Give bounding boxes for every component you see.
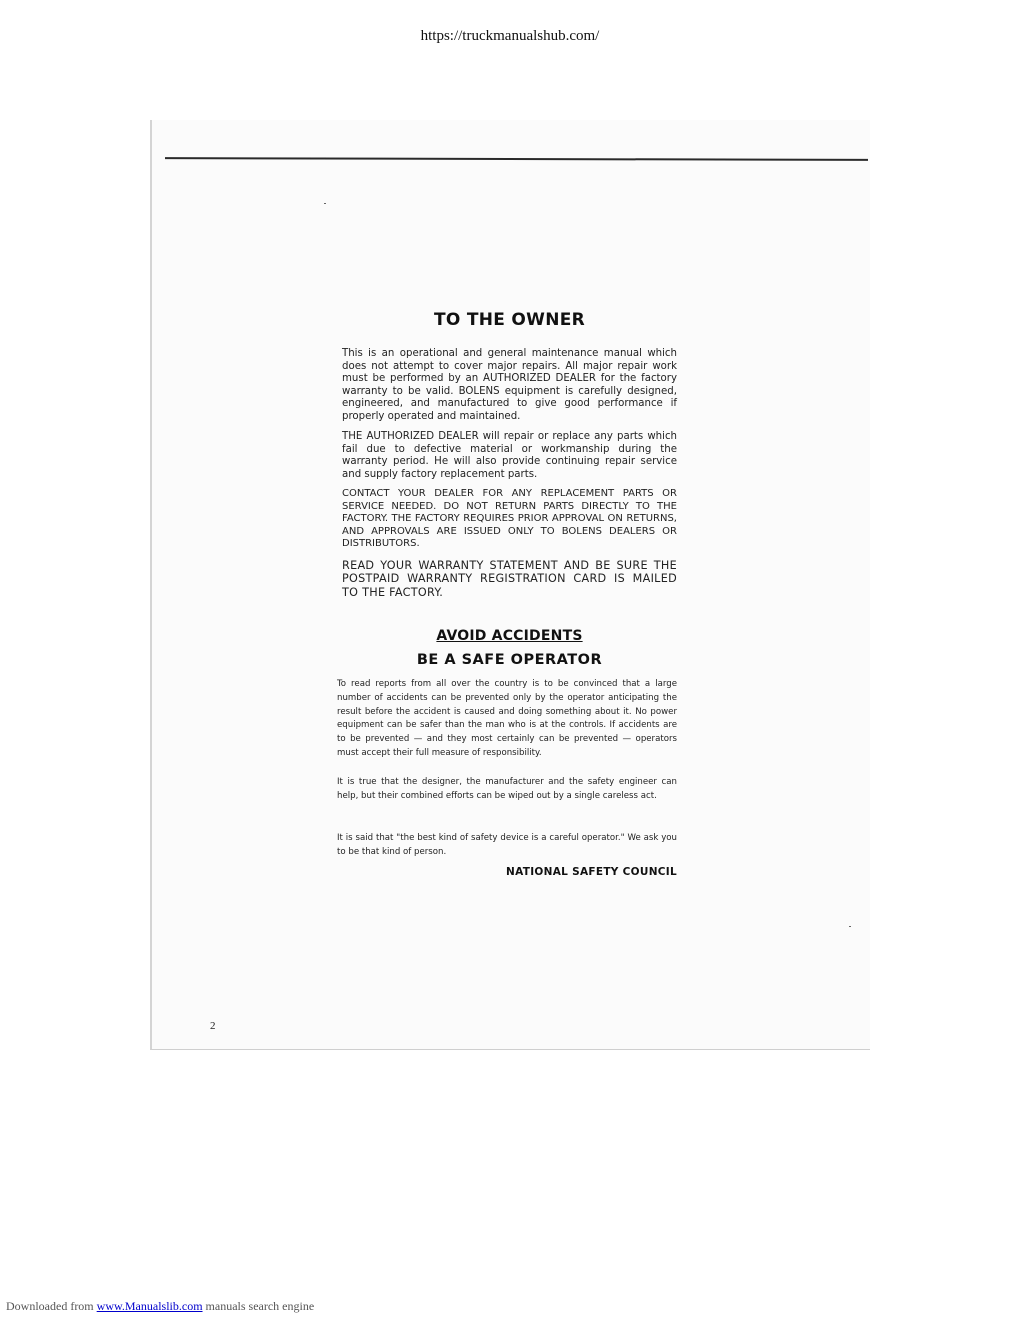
safety-paragraph-1: To read reports from all over the country is to be convinced that a large number of accidents can be prevented only by the operator anticipating the result before the accident is caused and doing something about it. No power equipment can be safer than the man who is at the controls. If accidents are to be prevented — and they most certainly can be prevented — operators must accept their full measure of responsibility. xyxy=(337,679,677,758)
owner-paragraph-4: READ YOUR WARRANTY STATEMENT AND BE SURE THE POSTPAID WARRANTY REGISTRATION CARD IS MAILED TO THE FACTORY. xyxy=(342,559,677,599)
header-url: https://truckmanualshub.com/ xyxy=(420,28,600,44)
scan-speck xyxy=(324,203,326,204)
avoid-accidents-heading: AVOID ACCIDENTS xyxy=(436,628,583,644)
scanned-manual-page xyxy=(150,120,870,1050)
footer-suffix: manuals search engine xyxy=(205,1299,315,1313)
owner-paragraph-1: This is an operational and general maintenance manual which does not attempt to cover major repairs. All major repair work must be performed by an AUTHORIZED DEALER for the factory warranty to be valid. BOLENS equipment is carefully designed, engineered, and manufactured to give good performance if properly operated and maintained. xyxy=(342,348,677,422)
safety-paragraph-3: It is said that "the best kind of safety device is a careful operator." We ask you to be that kind of person. xyxy=(337,833,677,857)
download-footer xyxy=(6,1299,314,1314)
manualslib-link[interactable]: www.Manualslib.com xyxy=(96,1299,203,1313)
scan-speck xyxy=(849,926,851,927)
owner-paragraph-3: CONTACT YOUR DEALER FOR ANY REPLACEMENT PARTS OR SERVICE NEEDED. DO NOT RETURN PARTS DIRECTLY TO THE FACTORY. THE FACTORY REQUIRES PRIOR APPROVAL ON RETURNS, AND APPROVALS ARE ISSUED ONLY TO BOLENS DEALERS OR DISTRIBUTORS. xyxy=(342,488,677,550)
council-signature: NATIONAL SAFETY COUNCIL xyxy=(506,866,677,878)
content-column xyxy=(337,120,677,1050)
safe-operator-heading: BE A SAFE OPERATOR xyxy=(416,652,603,668)
owner-heading: TO THE OWNER xyxy=(433,310,586,330)
footer-prefix: Downloaded from xyxy=(6,1299,94,1313)
safety-paragraph-2: It is true that the designer, the manufacturer and the safety engineer can help, but their combined efforts can be wiped out by a single careless act. xyxy=(337,777,677,801)
owner-paragraph-2: THE AUTHORIZED DEALER will repair or replace any parts which fail due to defective material or workmanship during the warranty period. He will also provide continuing repair service and supply factory replacement parts. xyxy=(342,431,677,480)
page-number: 2 xyxy=(210,1020,216,1032)
